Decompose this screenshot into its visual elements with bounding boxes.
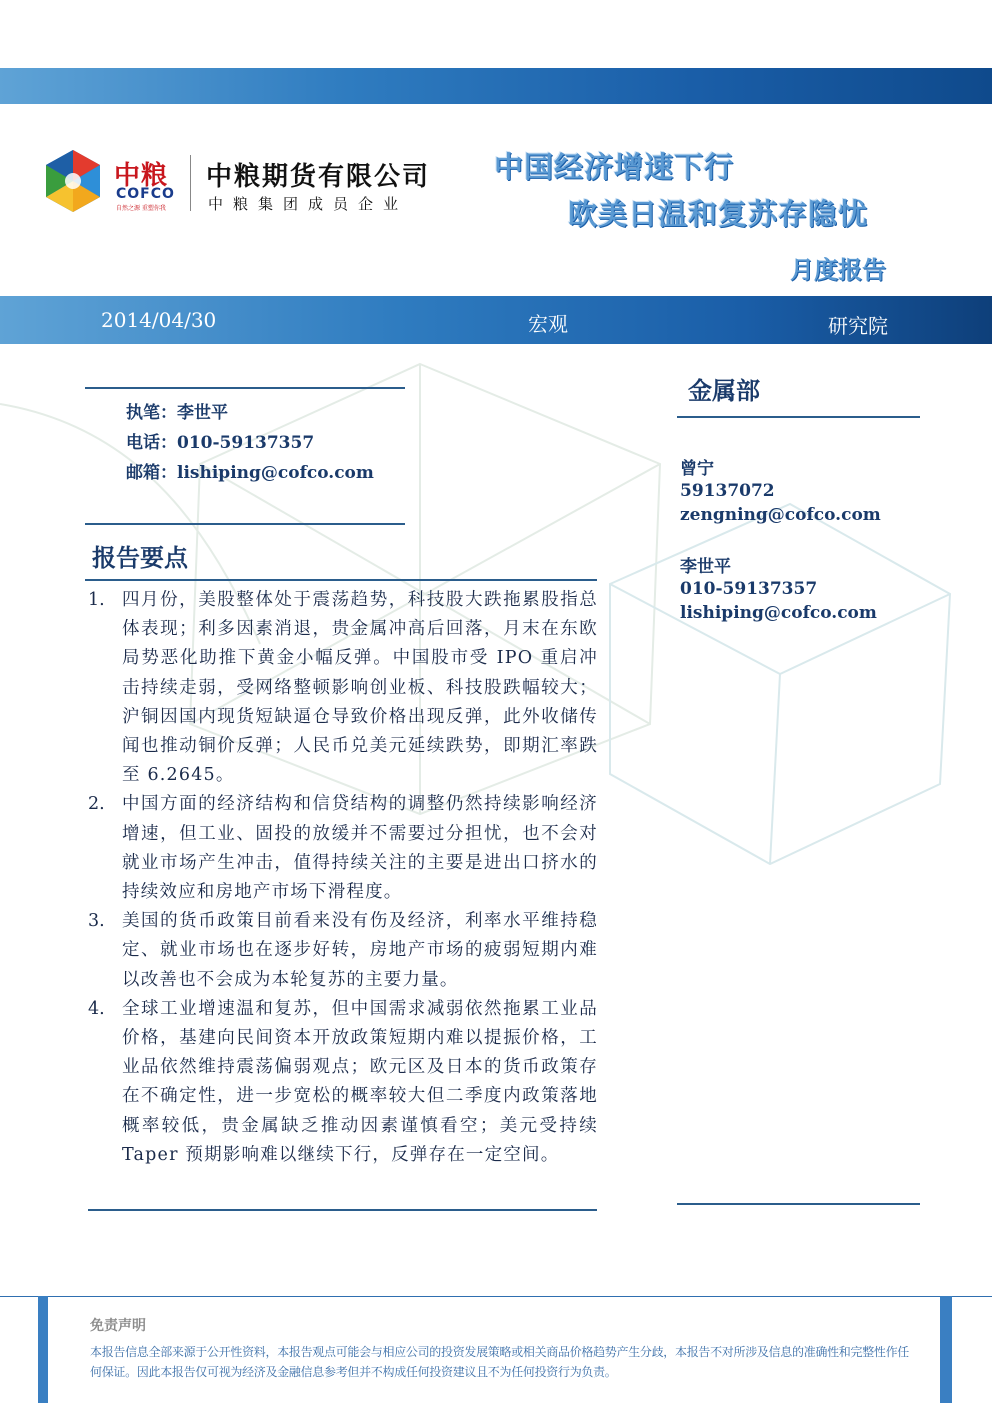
writer-name: 李世平: [177, 403, 228, 423]
writer-label: 执笔：: [126, 403, 177, 423]
item-text: 中国方面的经济结构和信贷结构的调整仍然持续影响经济增速，但工业、固投的放缓并不需要过分担忧，也不会对就业市场产生冲击，值得持续关注的主要是进出口挤水的持续效应和房地产市场下滑程度。: [122, 794, 598, 903]
list-item: [88, 790, 598, 907]
author-phone: [126, 428, 314, 453]
disclaimer-right-bar: [940, 1296, 952, 1403]
report-title-line1: 中国经济增速下行: [494, 150, 735, 184]
logo-english-text: COFCO: [116, 186, 175, 202]
author-writer: [126, 398, 228, 423]
list-item: [88, 907, 598, 995]
author-bottom-rule: [85, 523, 405, 525]
item-text: 全球工业增速温和复苏，但中国需求减弱依然拖累工业品价格，基建向民间资本开放政策短期内难以提振价格，工业品依然维持震荡偏弱观点；欧元区及日本的货币政策存在不确定性，进一步宽松的概率较大但二季度内政策落地概率较低，贵金属缺乏推动因素谨慎看空；美元受持续 Taper 预期影响难以继续下行，反弹存在一定空间。: [122, 998, 598, 1165]
cofco-logo-icon: [40, 148, 106, 214]
contact-phone: 010-59137357: [680, 579, 818, 599]
contact-name: 曾宁: [680, 459, 714, 479]
disclaimer-title: 免责声明: [90, 1318, 146, 1334]
author-top-rule: [85, 387, 405, 389]
email-label: 邮箱：: [126, 463, 177, 483]
item-number: 2.: [88, 794, 105, 815]
report-type: 月度报告: [790, 256, 886, 284]
report-date: 2014/04/30: [101, 308, 217, 332]
phone-label: 电话：: [126, 433, 177, 453]
highlights-top-rule: [85, 579, 597, 581]
contact-name: 李世平: [680, 557, 731, 577]
logo-tagline: 自然之源 重塑你我: [116, 205, 166, 212]
disclaimer-left-bar: [38, 1296, 48, 1403]
logo-divider: [190, 155, 191, 211]
item-number: 1.: [88, 590, 105, 610]
contact-phone: 59137072: [680, 481, 775, 501]
disclaimer-text: 本报告信息全部来源于公开性资料，本报告观点可能会与相应公司的投资发展策略或相关商品价格趋势产生分歧，本报告不对所涉及信息的准确性和完整性作任何保证。因此本报告仅可视为经济及金融信息参考但并不构成任何投资建议且不为任何投资行为负责。: [90, 1345, 910, 1379]
department-bottom-rule: [677, 1203, 920, 1205]
report-department: 研究院: [828, 314, 888, 338]
highlights-list: [88, 586, 598, 1170]
item-number: 3.: [88, 911, 105, 932]
highlights-heading: 报告要点: [92, 544, 188, 572]
list-item: [88, 995, 598, 1170]
company-name: 中粮期货有限公司: [206, 162, 431, 192]
company-subtitle: 中粮集团成员企业: [208, 195, 409, 213]
item-text: 四月份，美股整体处于震荡趋势，科技股大跌拖累股指总体表现；利多因素消退，贵金属冲高后回落，月末在东欧局势恶化助推下黄金小幅反弹。中国股市受 IPO 重启冲击持续走弱，受网络整顿影响创业板、科技股跌幅较大；沪铜因国内现货短缺逼仓导致价格出现反弹，此外收储传闻也推动铜价反弹；人民币兑美元延续跌势，即期汇率跌至 6.2645。: [122, 590, 598, 786]
report-category: 宏观: [528, 312, 568, 336]
item-number: 4.: [88, 998, 105, 1019]
disclaimer-rule: [0, 1296, 992, 1297]
logo-chinese-text: 中粮: [114, 161, 169, 191]
report-title-line2: 欧美日温和复苏存隐忧: [568, 197, 869, 231]
email-value[interactable]: lishiping@cofco.com: [177, 463, 374, 483]
contact-email[interactable]: lishiping@cofco.com: [680, 603, 877, 623]
top-banner-stripe: [0, 68, 992, 104]
department-rule: [677, 416, 920, 418]
author-email: [126, 458, 374, 483]
department-heading: 金属部: [688, 377, 760, 405]
highlights-bottom-rule: [88, 1209, 597, 1211]
list-item: [88, 586, 598, 790]
item-text: 美国的货币政策目前看来没有伤及经济，利率水平维持稳定、就业市场也在逐步好转，房地产市场的疲弱短期内难以改善也不会成为本轮复苏的主要力量。: [122, 911, 598, 990]
contact-email[interactable]: zengning@cofco.com: [680, 505, 881, 525]
phone-value: 010-59137357: [177, 433, 315, 453]
